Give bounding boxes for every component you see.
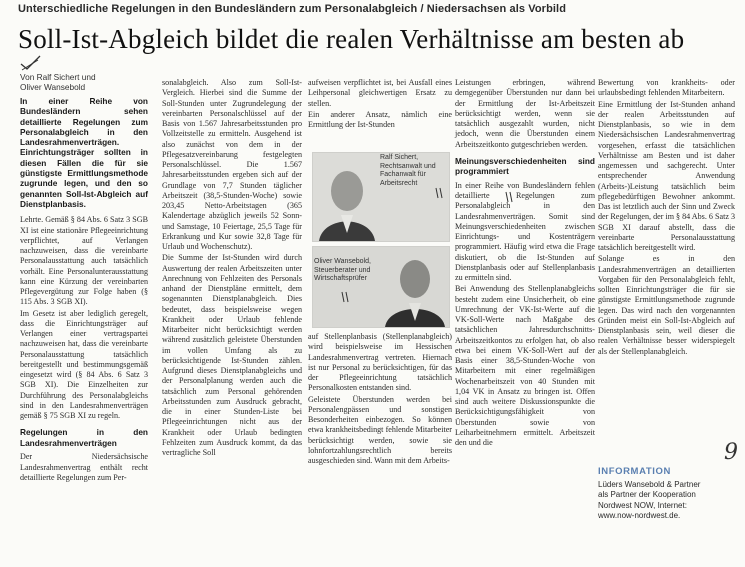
article-headline: Soll-Ist-Abgleich bildet die realen Verhältnisse am besten ab: [18, 24, 685, 54]
paragraph: Leistungen erbringen, während demgegenüber Überstunden nur dann bei der Ermittlung der Ist-Arbeitszeit berücksichtigt werden, wenn sie tatsächlich ausgezahlt wurden, nicht jedoch, wenn die Überstunden einem Arbeitszeitkonto gutgeschrieben werden.: [455, 78, 595, 149]
caption-line: Arbeitsrecht: [380, 179, 418, 187]
information-box: [598, 466, 738, 562]
column-2: [162, 78, 302, 459]
caption-line: Fachanwalt für: [380, 171, 426, 178]
paragraph: Die Summe der Ist-Stunden wird durch Auswertung der realen Arbeitszeiten unter Anrechnung von Fehlzeiten des Personals anhand der Dienstpläne ermittelt, dem sogenannten Dienstplanabgleich. Dies bedeutet, dass beispielsweise wegen Krankheit oder Urlaub fehlende Mitarbeiter nicht berücksichtigt werden während zusätzlich geleistete Überstunden im vollen Umfang als zu berücksichtigende Ist-Stunden zählen. Aufgrund dieses Dienstplanabgleichs und der Personalplanung werden auch die tatsächlich zum Personal gehörenden Arbeitsstunden zum Ausdruck gebracht, die in einer Stunden-Liste bei Pflegeeinrichtungen nicht aus der Krankheit oder Urlaub bedingten Fehlzeiten zum Ausdruck kommt, da das vertragliche Soll: [162, 253, 302, 457]
paragraph: Bei Anwendung des Stellenplanabgleichs besteht zudem eine Unsicherheit, ob eine Umrechnung der VK-Ist-Werte auf die VK-Soll-Werte nach Maßgabe des tatsächlichen Jahresdurchschnitts-Arbeitszeitkontos zu erfolgen hat, ob also etwa bei einem VK-Soll-Wert auf der Basis einer 38,5-Stunden-Woche von Mitarbeitern mit einer regelmäßigen Wochenarbeitszeit von 40 Stunden mit 1,04 VK in Ansatz zu bringen ist. Offen sind auch weitere Diskussionspunkte die Berücksichtigungsfähigkeit von Überstunden sowie von Leiharbeitnehmern ermittelt. Arbeitszeit den und die: [455, 284, 595, 447]
paragraph: Eine Ermittlung der Ist-Stunden anhand der realen Arbeitsstunden auf Dienstplanbasis, so wie in dem Niedersächsischen Landesrahmenvertrag vorgesehen, erfasst die tatsächlichen Verhältnisse am Besten und ist daher angemessen und sachgerecht. Unter entsprechender Anwendung (Arbeits-)Leistung tatsächlich beim pflegebedürftigen Bewohner ankommt. Das ist letztlich auch der Sinn und Zweck der Regelungen, der im § 84 Abs. 6 Satz 3 SGB XI darauf abstellt, dass die vereinbarte Personalausstattung tatsächlich bereitgestellt wird.: [598, 99, 735, 252]
handwritten-tick-mark: [504, 190, 514, 204]
handwritten-tick-mark: [434, 186, 444, 200]
byline-author-2: Oliver Wansebold: [20, 82, 86, 92]
paragraph: Der Niedersächsische Landesrahmenvertrag enthält recht detaillierte Regelungen zum Per-: [20, 452, 148, 482]
information-line: als Partner der Kooperation: [598, 490, 696, 500]
caption-line: Wirtschaftsprüfer: [314, 275, 367, 282]
caption-line: Steuerberater und: [314, 266, 371, 274]
column-5: [598, 78, 735, 358]
handwritten-tick-mark: [340, 290, 350, 304]
paragraph: Lehrte. Gemäß § 84 Abs. 6 Satz 3 SGB XI ist eine stationäre Pflegeeinrichtung verpflichtet, auf Verlangen nachzuweisen, dass die vereinbarte Personalausstattung auch tatsächlich vorhält. Eine Personalunterausstattung kann eine Kürzung der vereinbarten Pflegevergütung zur Folge haben (§ 115 Abs. 3 SGB XI).: [20, 215, 148, 307]
article-kicker: Unterschiedliche Regelungen in den Bundesländern zum Personalabgleich / Niedersachsen als Vorbild: [18, 3, 567, 15]
caption-line: Ralf Sichert,: [380, 154, 419, 161]
paragraph: auf Stellenplanbasis (Stellenplanabgleich) wird beispielsweise im Hessischen Landesrahmenvertrag vertreten. Hiernach ist nur Personal zu berücksichtigen, für das der Pflegeeinrichtung tatsächlich Personalkosten entstanden sind.: [308, 332, 452, 393]
section-subhead: Regelungen in den Landesrahmenverträgen: [20, 427, 148, 448]
section-subhead: Meinungsverschiedenheiten sind programmiert: [455, 155, 595, 177]
article-byline: [20, 72, 140, 92]
information-line: Lüders Wansebold & Partner: [598, 480, 701, 489]
caption-line: Oliver Wansebold,: [314, 258, 371, 265]
paragraph: sonalabgleich. Also zum Soll-Ist-Vergleich. Hierbei sind die Summe der Soll-Stunden unter Zugrundelegung der vereinbarten Personalschlüssel auf der Basis von 1.567 Jahresarbeitsstunden pro Vollzeitstelle zu ermitteln. Ausgehend ist also zunächst von dem in der Pflegesatzvereinbarung festgelegten Personalschlüssel. Die 1.567 Jahresarbeitsstunden ergeben sich auf der Grundlage von 7,7 Stunden täglicher Arbeitszeit (38,5-Stunden-Woche) sowie 203,45 Netto-Arbeitstagen (365 Kalendertage abzüglich jeweils 52 Sonn- und Samstage, 10 Feiertage, 25,5 Tage für Erkrankung und Kur sowie 32,8 Tage für Urlaub und Wochenschutz).: [162, 78, 302, 251]
column-3: [308, 78, 452, 131]
handwritten-page-number: 9: [724, 440, 738, 465]
handwritten-check-mark: [18, 52, 44, 74]
column-3-lower: [308, 332, 452, 467]
byline-author-1: Von Ralf Sichert und: [20, 72, 96, 82]
paragraph: Im Gesetz ist aber lediglich geregelt, dass die Einrichtungsträger auf Verlangen einer vertragspartei nachzuweisen hat, dass die vereinbarte Personalausstattung tatsächlich bereitgestellt und bestimmungsgemäß eingesetzt wird (§ 84 Abs. 6 Satz 3 SGB XI). Die Einzelheiten zur Durchführung des Personalabgleichs sind in den Landesrahmenverträgen gemäß § 75 SGB XI zu regeln.: [20, 308, 148, 421]
paragraph: Bewertung von krankheits- oder urlaubsbedingt fehlenden Mitarbeitern.: [598, 78, 735, 98]
caption-line: Rechtsanwalt und: [380, 162, 436, 170]
paragraph: Geleistete Überstunden werden bei Personalengpässen und sonstigen Besonderheiten einbezogen. So können etwa krankheitsbedingt fehlende Mitarbeiter berücksichtigt werden, sowie sie lohnfortzahlungsrechtlich bereits ausgeschieden sind. Wann mit dem Arbeits-: [308, 394, 452, 465]
photo-caption-wansebold: [314, 258, 380, 284]
information-body: [598, 480, 738, 521]
photo-caption-sichert: [380, 154, 446, 188]
information-line: Nordwest NOW, Internet:: [598, 500, 687, 510]
information-website-link[interactable]: www.now-nordwest.de.: [598, 510, 681, 520]
paragraph: Ein anderer Ansatz, nämlich eine Ermittlung der Ist-Stunden: [308, 109, 452, 129]
article-lead: In einer Reihe von Bundesländern sehen detaillierte Regelungen zum Personalabgleich in den Landesrahmenverträgen. Einrichtungsträger sollten in diesen Fällen die für sie günstigste Ermittlungsmethode zugrunde legen, und den so genannten Soll-Ist-Abgleich auf Dienstplanbasis.: [20, 96, 148, 209]
paragraph: In einer Reihe von Bundesländern fehlen detaillierte Regelungen zum Personalabgleich in den Landesrahmenverträgen. Somit sind Meinungsverschiedenheiten zwischen Einrichtungs- und Kostenträgern programmiert. Häufig wird etwa die Frage diskutiert, ob die Ist-Stunden auf Dienstplanbasis oder auf Stellenplanbasis zu ermitteln sind.: [455, 180, 595, 282]
paragraph: aufweisen verpflichtet ist, bei Ausfall eines Leihpersonal gleichwertigen Ersatz zu stellen.: [308, 78, 452, 108]
column-1: [20, 96, 148, 484]
paragraph: Solange es in den Landesrahmenverträgen an detaillierten Vorgaben für den Personalabgleich fehlt, sollten Einrichtungsträger die für sie günstigste Ermittlungsmethode zugrunde legen. Das wird nach den vorgenannten Gründen meist ein Soll-Ist-Abgleich auf Dienstplanbasis sein, weil dieser die realen Verhältnisse besser widerspiegelt als der Stellenplanabgleich.: [598, 254, 735, 356]
information-title: INFORMATION: [598, 466, 671, 477]
column-4: [455, 78, 595, 449]
